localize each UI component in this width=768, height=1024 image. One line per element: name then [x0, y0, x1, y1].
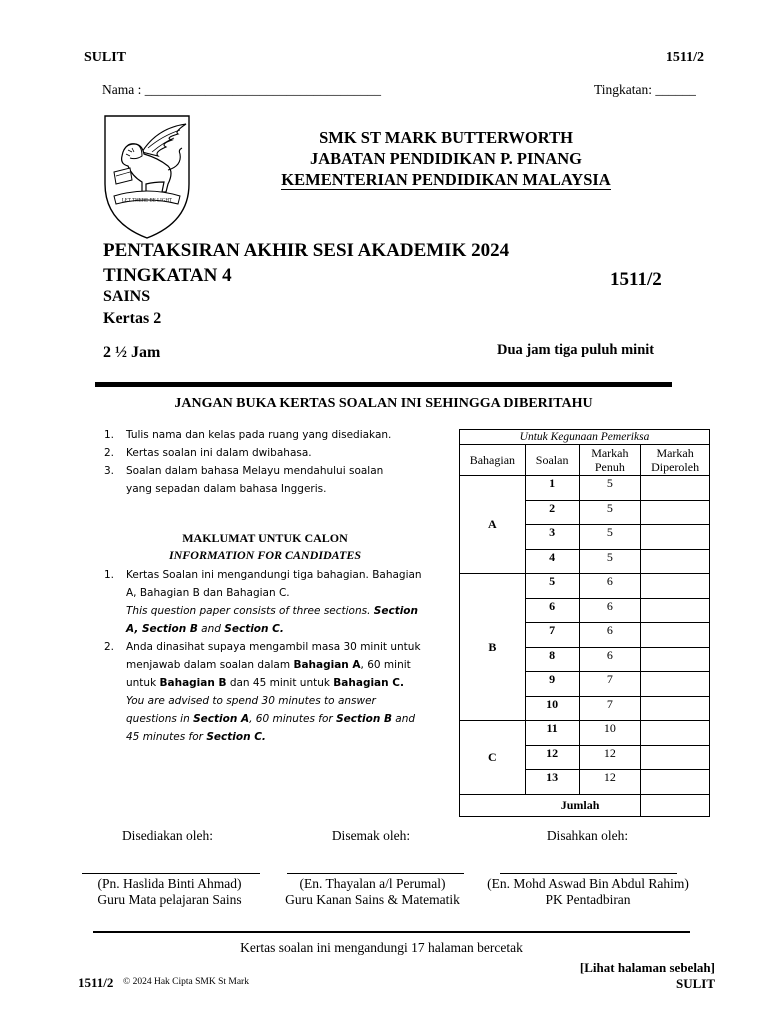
exam-paper: Kertas 2	[103, 310, 162, 327]
header-soalan: Soalan	[525, 445, 579, 476]
divider	[95, 382, 672, 387]
full-marks: 12	[579, 770, 641, 795]
question-row	[460, 721, 710, 746]
obtained-marks[interactable]	[641, 525, 710, 550]
question-number: 9	[525, 672, 579, 697]
header-markah-penuh: Markah Penuh	[579, 445, 641, 476]
school-heading	[240, 127, 652, 190]
question-number: 11	[525, 721, 579, 746]
obtained-marks[interactable]	[641, 672, 710, 697]
full-marks: 6	[579, 598, 641, 623]
question-number: 4	[525, 549, 579, 574]
question-number: 10	[525, 696, 579, 721]
info-item: 1. Kertas Soalan ini mengandungi tiga bahagian. Bahagian A, Bahagian B dan Bahagian C. This question paper consists of three sections. Section A, Section B and Section C.	[104, 569, 422, 635]
info-heading-en: INFORMATION FOR CANDIDATES	[168, 548, 362, 562]
section-label: A	[460, 476, 526, 574]
question-number: 8	[525, 647, 579, 672]
footer-divider	[93, 931, 690, 933]
signature-line	[500, 873, 677, 874]
info-list	[100, 566, 430, 746]
signature-line	[82, 873, 260, 874]
full-marks: 5	[579, 549, 641, 574]
obtained-marks[interactable]	[641, 623, 710, 648]
approver-title: PK Pentadbiran	[545, 892, 631, 907]
next-page-note: [Lihat halaman sebelah]	[579, 960, 715, 975]
obtained-marks[interactable]	[641, 770, 710, 795]
name-field[interactable]: Nama : ___________________________________	[102, 82, 381, 97]
instruction-item: 3. Soalan dalam bahasa Melayu mendahului soalan yang sepadan dalam bahasa Inggeris.	[104, 465, 384, 495]
exam-form: TINGKATAN 4	[103, 265, 232, 286]
instruction-list	[100, 426, 400, 498]
question-row	[460, 574, 710, 599]
svg-text:LET THERE BE LIGHT: LET THERE BE LIGHT	[121, 198, 173, 204]
page-count: Kertas soalan ini mengandungi 17 halaman bercetak	[240, 940, 523, 955]
question-number: 1	[525, 476, 579, 501]
checked-by-label: Disemak oleh:	[331, 828, 411, 843]
obtained-marks[interactable]	[641, 574, 710, 599]
question-row	[460, 476, 710, 501]
full-marks: 12	[579, 745, 641, 770]
signature-line	[287, 873, 464, 874]
question-number: 2	[525, 500, 579, 525]
question-number: 12	[525, 745, 579, 770]
header-markah-diperoleh: Markah Diperoleh	[641, 445, 710, 476]
checker	[275, 876, 470, 908]
exam-duration: 2 ½ Jam	[103, 344, 161, 361]
instruction-item: 1. Tulis nama dan kelas pada ruang yang disediakan.	[104, 429, 392, 441]
full-marks: 6	[579, 647, 641, 672]
school-department: JABATAN PENDIDIKAN P. PINANG	[310, 149, 582, 168]
checker-name: (En. Thayalan a/l Perumal)	[299, 876, 446, 891]
approved-by-label: Disahkan oleh:	[546, 828, 629, 843]
exam-code: 1511/2	[610, 269, 662, 290]
form-field[interactable]: Tingkatan: ______	[594, 82, 696, 97]
header-sulit: SULIT	[84, 50, 127, 65]
obtained-marks[interactable]	[641, 476, 710, 501]
section-label: B	[460, 574, 526, 721]
header-bahagian: Bahagian	[460, 445, 526, 476]
marks-table-body	[460, 476, 710, 795]
copyright: © 2024 Hak Cipta SMK St Mark	[123, 977, 249, 987]
info-heading: MAKLUMAT UNTUK CALON	[182, 531, 348, 545]
obtained-marks[interactable]	[641, 745, 710, 770]
full-marks: 6	[579, 623, 641, 648]
obtained-marks[interactable]	[641, 549, 710, 574]
preparer-title: Guru Mata pelajaran Sains	[97, 892, 242, 907]
exam-duration-words: Dua jam tiga puluh minit	[497, 342, 655, 358]
footer-sulit: SULIT	[675, 976, 715, 991]
warning-text: JANGAN BUKA KERTAS SOALAN INI SEHINGGA DIBERITAHU	[174, 396, 593, 411]
preparer	[72, 876, 267, 908]
approver	[478, 876, 698, 908]
exam-subject: SAINS	[103, 288, 151, 305]
info-item: 2. Anda dinasihat supaya mengambil masa 30 minit untuk menjawab dalam soalan dalam Bahagian A, 60 minit untuk Bahagian B dan 45 minit untuk Bahagian C. You are advised to spend 30 minutes to answer questions in Section A, 60 minutes for Section B and 45 minutes for Section C.	[104, 641, 421, 743]
instruction-item: 2. Kertas soalan ini dalam dwibahasa.	[104, 447, 312, 459]
obtained-marks[interactable]	[641, 721, 710, 746]
full-marks: 5	[579, 476, 641, 501]
obtained-marks[interactable]	[641, 647, 710, 672]
prepared-by-label: Disediakan oleh:	[121, 828, 214, 843]
total-value[interactable]	[641, 794, 710, 816]
question-number: 13	[525, 770, 579, 795]
exam-title: PENTAKSIRAN AKHIR SESI AKADEMIK 2024	[103, 240, 510, 261]
question-number: 5	[525, 574, 579, 599]
obtained-marks[interactable]	[641, 696, 710, 721]
full-marks: 5	[579, 525, 641, 550]
full-marks: 10	[579, 721, 641, 746]
school-name: SMK ST MARK BUTTERWORTH	[319, 128, 573, 147]
question-number: 7	[525, 623, 579, 648]
full-marks: 7	[579, 672, 641, 697]
header-code: 1511/2	[665, 50, 704, 65]
preparer-name: (Pn. Haslida Binti Ahmad)	[97, 876, 242, 891]
school-crest-icon	[102, 114, 192, 240]
question-number: 6	[525, 598, 579, 623]
full-marks: 5	[579, 500, 641, 525]
marks-table-caption: Untuk Kegunaan Pemeriksa	[460, 430, 710, 445]
obtained-marks[interactable]	[641, 500, 710, 525]
signature-block	[0, 828, 768, 918]
school-ministry: KEMENTERIAN PENDIDIKAN MALAYSIA	[281, 170, 611, 189]
marks-table	[459, 429, 710, 817]
question-number: 3	[525, 525, 579, 550]
full-marks: 6	[579, 574, 641, 599]
checker-title: Guru Kanan Sains & Matematik	[285, 892, 460, 907]
section-label: C	[460, 721, 526, 795]
total-label: Jumlah	[460, 794, 641, 816]
full-marks: 7	[579, 696, 641, 721]
footer-code: 1511/2	[78, 975, 114, 990]
obtained-marks[interactable]	[641, 598, 710, 623]
approver-name: (En. Mohd Aswad Bin Abdul Rahim)	[487, 876, 689, 891]
